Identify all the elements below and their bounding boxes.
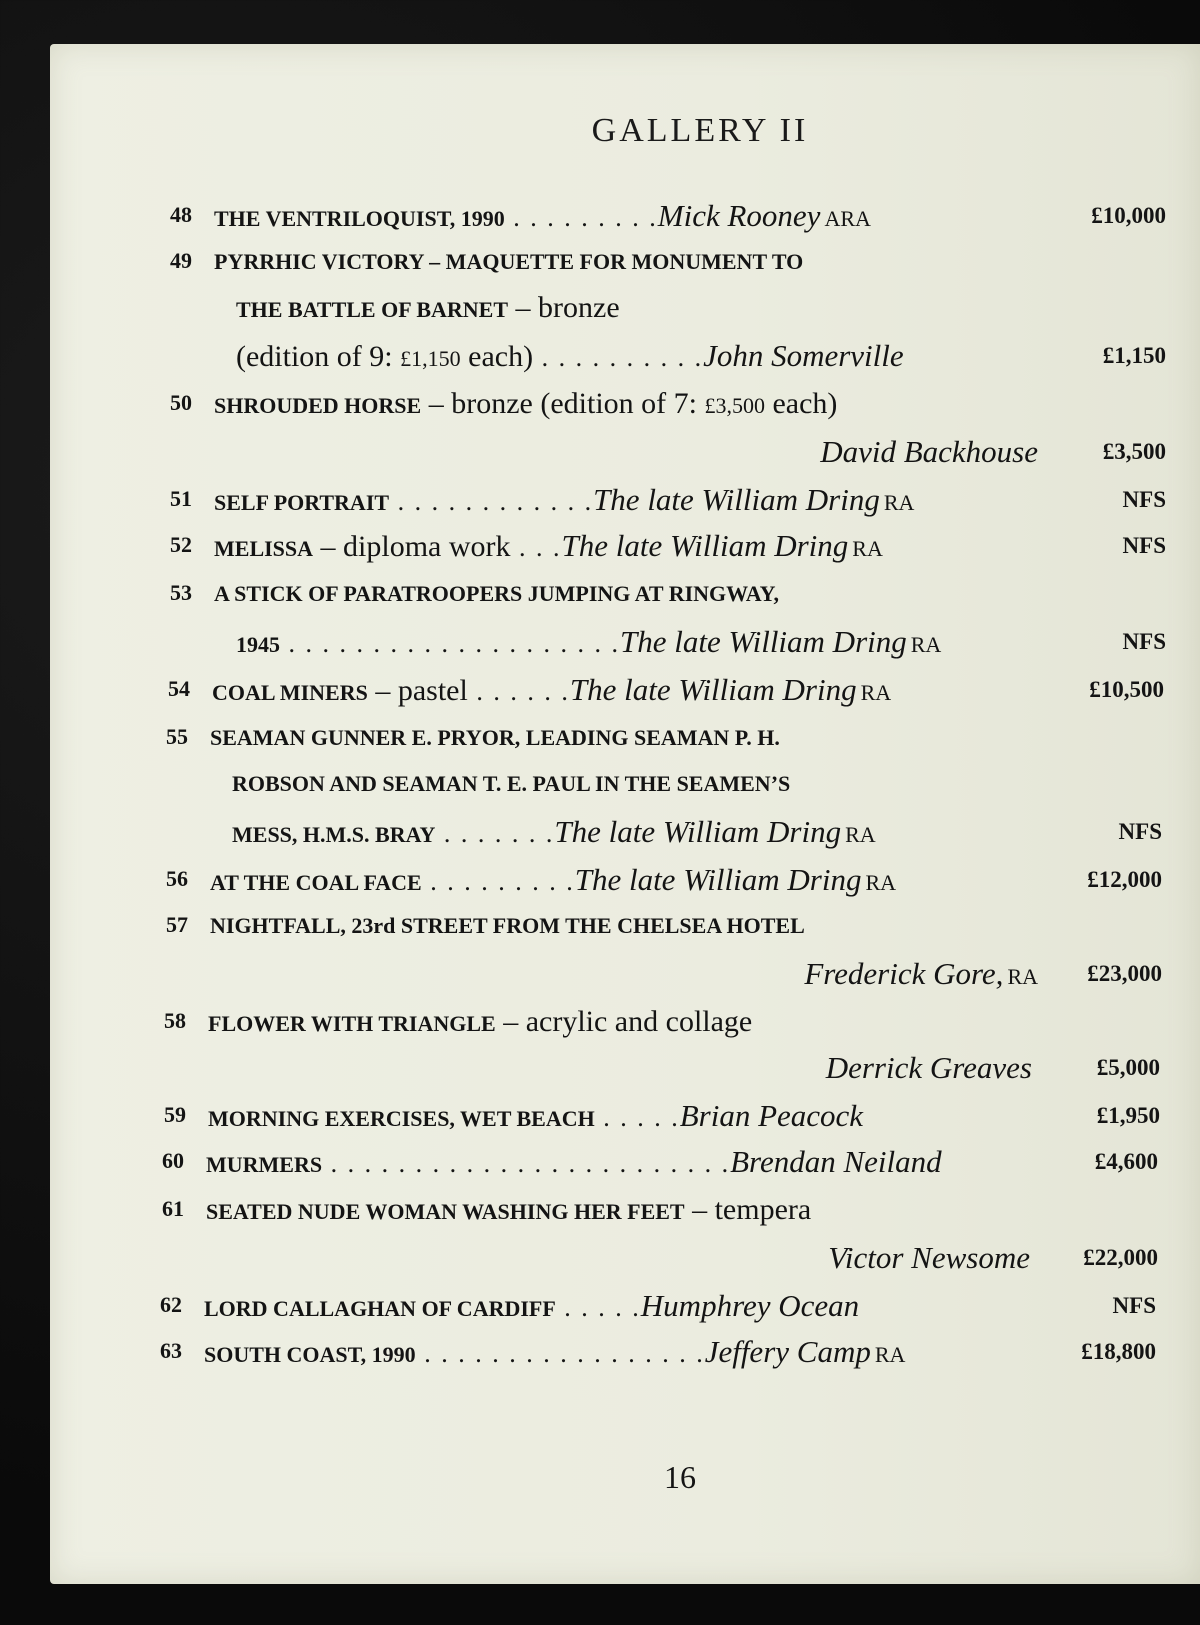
entry-line bbox=[170, 384, 1200, 424]
title-caps: SOUTH COAST, 1990 bbox=[204, 1342, 416, 1367]
entry-title bbox=[236, 288, 620, 330]
entry-line bbox=[164, 1048, 1200, 1088]
entry-line bbox=[162, 1238, 1200, 1278]
title-caps: 1945 bbox=[236, 632, 280, 657]
academy-suffix: RA bbox=[910, 632, 942, 657]
title-caps: MESS, H.M.S. BRAY bbox=[232, 822, 436, 847]
title-caps: THE BATTLE OF BARNET bbox=[236, 297, 509, 322]
entry-number: 56 bbox=[166, 866, 188, 891]
entry-title bbox=[208, 1096, 863, 1139]
entry-line bbox=[170, 480, 1200, 520]
title-medium: – bronze bbox=[508, 291, 620, 324]
artist-name: The late William Dring bbox=[620, 624, 907, 659]
academy-suffix: RA bbox=[1007, 964, 1038, 989]
title-medium: – bronze (edition of 7: bbox=[421, 387, 705, 420]
academy-suffix: ARA bbox=[824, 206, 871, 231]
price: £12,000 bbox=[1087, 867, 1162, 892]
price: £4,600 bbox=[1094, 1149, 1158, 1174]
title-caps: SELF PORTRAIT bbox=[214, 490, 390, 515]
entry-title bbox=[210, 860, 896, 903]
leader-dots: . . . . . . . . . . bbox=[533, 343, 704, 372]
price: £3,500 bbox=[1102, 439, 1166, 464]
catalogue-page bbox=[50, 44, 1200, 1584]
leader-dots: . . . . . . . . . bbox=[504, 203, 658, 232]
entry-line bbox=[166, 906, 1200, 946]
leader-dots: . . . . . . . . . . . . . . . . . . . . bbox=[280, 629, 620, 658]
title-caps: SEATED NUDE WOMAN WASHING HER FEET bbox=[206, 1199, 685, 1224]
entry-line bbox=[170, 196, 1200, 236]
price: £1,950 bbox=[1096, 1103, 1160, 1128]
entry-title bbox=[208, 1002, 752, 1044]
artist-name: Humphrey Ocean bbox=[640, 1288, 860, 1323]
entry-number: 60 bbox=[162, 1148, 184, 1173]
entry-line bbox=[170, 574, 1200, 614]
price: NFS bbox=[1122, 487, 1166, 512]
title-caps: AT THE COAL FACE bbox=[210, 870, 422, 895]
artist-name: David Backhouse bbox=[820, 434, 1038, 469]
entry-line bbox=[160, 1332, 1200, 1372]
artist-name: John Somerville bbox=[703, 338, 904, 373]
academy-suffix: RA bbox=[883, 490, 915, 515]
title-caps: MORNING EXERCISES, WET BEACH bbox=[208, 1106, 595, 1131]
academy-suffix: RA bbox=[852, 536, 883, 561]
entry-line bbox=[168, 670, 1200, 710]
artist-block bbox=[820, 432, 1038, 478]
academy-suffix: RA bbox=[860, 680, 892, 705]
entry-number: 50 bbox=[170, 390, 192, 415]
price: £18,800 bbox=[1081, 1339, 1156, 1364]
leader-dots: . . . . . bbox=[594, 1103, 680, 1132]
entry-line bbox=[170, 242, 1200, 282]
title-caps: MELISSA bbox=[214, 536, 314, 561]
price: £10,500 bbox=[1089, 677, 1164, 702]
edition-price: £3,500 bbox=[704, 393, 765, 418]
entry-title bbox=[214, 574, 779, 614]
entry-line bbox=[162, 1190, 1200, 1230]
title-caps: NIGHTFALL, 23rd STREET FROM THE CHELSEA HOTEL bbox=[210, 913, 805, 938]
price: £1,150 bbox=[1102, 343, 1166, 368]
entry-line bbox=[162, 1142, 1200, 1182]
entry-title bbox=[214, 196, 871, 239]
entry-number: 62 bbox=[160, 1292, 182, 1317]
entry-title bbox=[210, 718, 780, 758]
title-medium-end: each) bbox=[764, 387, 838, 420]
title-caps: PYRRHIC VICTORY – MAQUETTE FOR MONUMENT TO bbox=[214, 249, 804, 274]
title-caps: THE VENTRILOQUIST, 1990 bbox=[214, 206, 505, 231]
title-medium: – pastel bbox=[367, 674, 468, 707]
price: NFS bbox=[1122, 533, 1166, 558]
title-medium-end: each) bbox=[460, 340, 534, 373]
entry-line bbox=[170, 622, 1200, 662]
artist-name: The late William Dring bbox=[593, 482, 880, 517]
entry-title bbox=[206, 1142, 942, 1185]
entry-number: 63 bbox=[160, 1338, 182, 1363]
title-caps: FLOWER WITH TRIANGLE bbox=[208, 1011, 496, 1036]
title-medium: – tempera bbox=[684, 1193, 812, 1226]
entry-line bbox=[166, 954, 1200, 994]
title-caps: ROBSON AND SEAMAN T. E. PAUL IN THE SEAMEN’S bbox=[232, 771, 791, 796]
entry-line bbox=[170, 288, 1200, 328]
entry-title bbox=[214, 480, 914, 523]
artist-name: Mick Rooney bbox=[657, 198, 821, 233]
artist-name: Frederick Gore, bbox=[804, 956, 1004, 991]
artist-name: Brendan Neiland bbox=[730, 1144, 942, 1179]
entry-title bbox=[214, 526, 883, 569]
price: NFS bbox=[1122, 629, 1166, 654]
page-heading: GALLERY II bbox=[591, 112, 809, 149]
leader-dots: . . . . . . . . . . . . bbox=[389, 487, 594, 516]
entry-title bbox=[212, 670, 891, 713]
entry-number: 57 bbox=[166, 912, 188, 937]
entry-line bbox=[166, 764, 1200, 804]
entry-number: 61 bbox=[162, 1196, 184, 1221]
entry-title bbox=[236, 336, 904, 379]
entry-title bbox=[204, 1332, 905, 1375]
artist-name: Victor Newsome bbox=[828, 1240, 1030, 1275]
entry-title bbox=[210, 906, 805, 946]
entry-number: 49 bbox=[170, 248, 192, 273]
title-caps: SEAMAN GUNNER E. PRYOR, LEADING SEAMAN P. H. bbox=[210, 725, 780, 750]
entry-line bbox=[170, 526, 1200, 566]
entry-line bbox=[160, 1286, 1200, 1326]
entry-title bbox=[214, 384, 837, 426]
entry-number: 51 bbox=[170, 486, 192, 511]
entry-line bbox=[166, 860, 1200, 900]
entry-title bbox=[232, 764, 790, 804]
entry-line bbox=[164, 1002, 1200, 1042]
entry-title bbox=[206, 1190, 811, 1232]
title-caps: LORD CALLAGHAN OF CARDIFF bbox=[204, 1296, 556, 1321]
title-caps: SHROUDED HORSE bbox=[214, 393, 422, 418]
title-medium: – diploma work bbox=[313, 530, 511, 563]
title-medium: – acrylic and collage bbox=[495, 1005, 753, 1038]
title-caps: A STICK OF PARATROOPERS JUMPING AT RINGWAY, bbox=[214, 581, 779, 606]
leader-dots: . . . . . . . . . . . . . . . . . . . . . . . . bbox=[322, 1149, 731, 1178]
artist-name: The late William Dring bbox=[569, 672, 857, 707]
artist-name: The late William Dring bbox=[561, 528, 849, 563]
entry-title bbox=[236, 622, 941, 665]
edition-price: £1,150 bbox=[400, 346, 461, 371]
entry-title bbox=[204, 1286, 859, 1329]
entry-number: 48 bbox=[170, 202, 192, 227]
leader-dots: . . . . . . . bbox=[435, 819, 555, 848]
artist-block bbox=[826, 1048, 1032, 1094]
leader-dots: . . . . . bbox=[555, 1293, 641, 1322]
price: £23,000 bbox=[1087, 961, 1162, 986]
entry-title bbox=[232, 812, 876, 855]
academy-suffix: RA bbox=[845, 822, 876, 847]
leader-dots: . . . . . . bbox=[467, 677, 570, 706]
entry-number: 58 bbox=[164, 1008, 186, 1033]
entry-line bbox=[170, 336, 1200, 376]
artist-block bbox=[804, 954, 1038, 1000]
entry-line bbox=[170, 432, 1200, 472]
price: NFS bbox=[1112, 1293, 1156, 1318]
entry-line bbox=[166, 812, 1200, 852]
artist-name: Jeffery Camp bbox=[704, 1334, 871, 1369]
leader-dots: . . . . . . . . . . . . . . . . . bbox=[415, 1339, 705, 1368]
price: £5,000 bbox=[1096, 1055, 1160, 1080]
entry-number: 55 bbox=[166, 724, 188, 749]
title-caps: MURMERS bbox=[206, 1152, 323, 1177]
entry-number: 54 bbox=[168, 676, 190, 701]
leader-dots: . . . bbox=[510, 533, 562, 562]
artist-block bbox=[828, 1238, 1030, 1284]
page-number: 16 bbox=[664, 1459, 696, 1495]
artist-name: The late William Dring bbox=[574, 862, 862, 897]
entry-number: 59 bbox=[164, 1102, 186, 1127]
entry-number: 52 bbox=[170, 532, 192, 557]
artist-name: The late William Dring bbox=[554, 814, 842, 849]
academy-suffix: RA bbox=[874, 1342, 906, 1367]
title-medium: (edition of 9: bbox=[236, 340, 401, 373]
entry-title bbox=[214, 242, 803, 282]
price: £10,000 bbox=[1091, 203, 1166, 228]
title-caps: COAL MINERS bbox=[212, 680, 368, 705]
academy-suffix: RA bbox=[865, 870, 897, 895]
price: NFS bbox=[1118, 819, 1162, 844]
entry-line bbox=[166, 718, 1200, 758]
artist-name: Derrick Greaves bbox=[825, 1050, 1032, 1085]
entry-number: 53 bbox=[170, 580, 192, 605]
leader-dots: . . . . . . . . . bbox=[421, 867, 575, 896]
price: £22,000 bbox=[1083, 1245, 1158, 1270]
entry-line bbox=[164, 1096, 1200, 1136]
artist-name: Brian Peacock bbox=[679, 1098, 864, 1133]
